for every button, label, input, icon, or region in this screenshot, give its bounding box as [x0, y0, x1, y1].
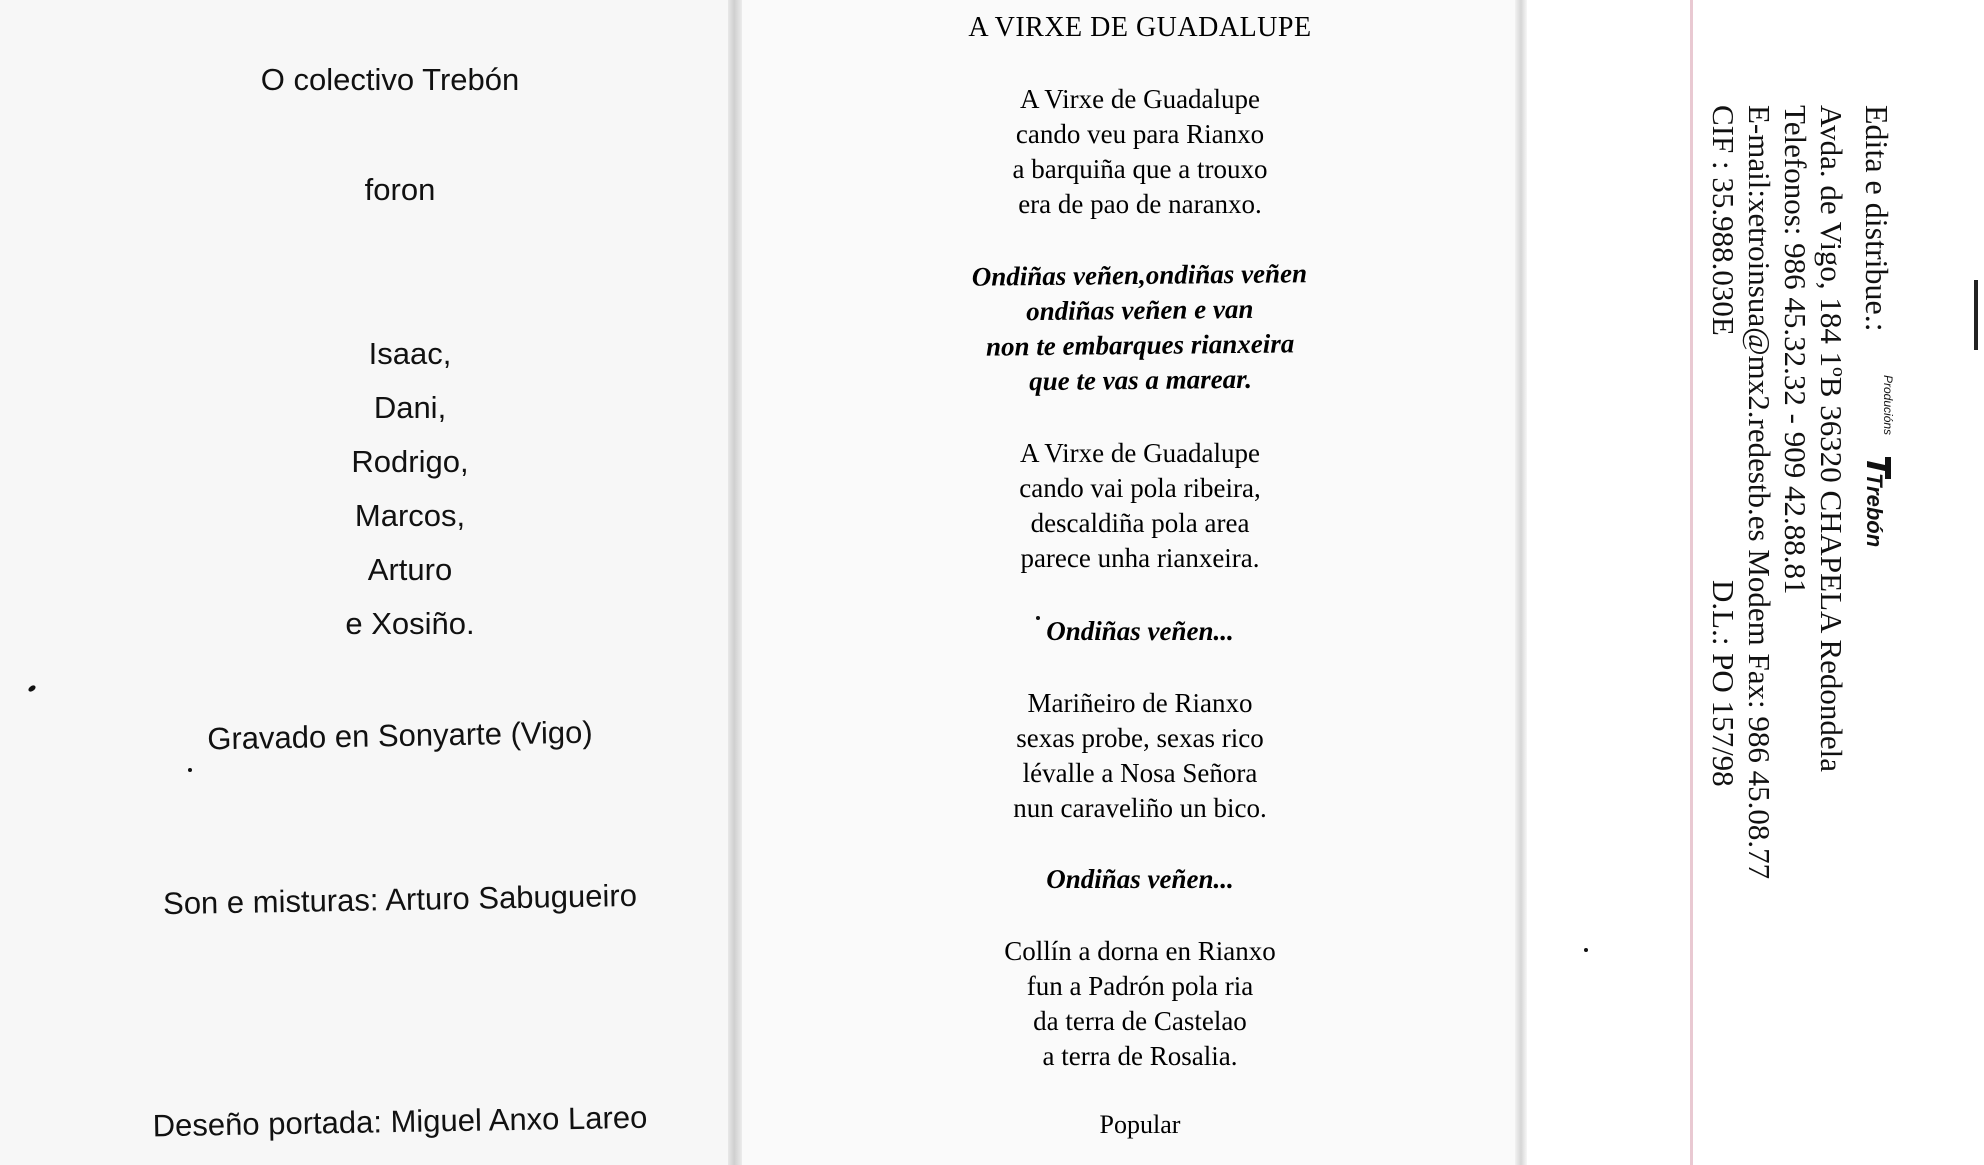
legal-deposit: D.L.: PO 157/98 — [1706, 580, 1741, 787]
publisher-label: Edita e distribue.: — [1859, 105, 1895, 332]
logo-subtext: Producións — [1881, 375, 1895, 436]
edge-mark — [1974, 280, 1978, 350]
lyric-line: cando veu para Rianxo — [1015, 119, 1265, 149]
credits-panel — [0, 0, 735, 1165]
member-name: Dani, — [373, 390, 447, 425]
lyric-line: sexas probe, sexas rico — [1016, 723, 1264, 753]
lyric-line: Collín a dorna en Rianxo — [1004, 936, 1276, 966]
song-credit: Popular — [1099, 1110, 1181, 1139]
lyric-line: a terra de Rosalia. — [1042, 1041, 1238, 1071]
fold-crease — [1690, 0, 1693, 1165]
publisher-phones: Telefonos: 986 45.32.32 - 909 42.88.81 — [1778, 105, 1813, 595]
lyric-line: Ondiñas veñen... — [1046, 616, 1234, 646]
member-name: Arturo — [367, 552, 453, 587]
lyric-line: fun a Padrón pola ria — [1026, 971, 1254, 1001]
logo-name: Trebón — [1862, 473, 1887, 548]
lyric-line: que te vas a marear. — [1029, 363, 1253, 397]
publisher-info — [1695, 105, 1895, 965]
chorus-stanza — [735, 862, 1545, 897]
ink-speck — [1036, 616, 1040, 620]
chorus-stanza — [734, 254, 1545, 402]
member-name: e Xosiño. — [345, 606, 475, 641]
song-title: A VIRXE DE GUADALUPE — [968, 12, 1312, 43]
verse-stanza — [735, 82, 1545, 222]
recording-studio: Gravado en Sonyarte (Vigo) — [206, 714, 593, 757]
ink-speck — [188, 768, 192, 772]
lyric-line: da terra de Castelao — [1033, 1006, 1247, 1036]
lyric-line: era de pao de naranxo. — [1018, 189, 1262, 219]
lyric-line: Ondiñas veñen,ondiñas veñen — [971, 258, 1308, 292]
lyric-line: descaldiña pola area — [1030, 508, 1250, 538]
chorus-stanza — [735, 614, 1545, 649]
ink-speck — [1584, 948, 1588, 952]
lyric-line: cando vai pola ribeira, — [1019, 473, 1261, 503]
lyric-line: nun caraveliño un bico. — [1013, 793, 1267, 823]
lyric-line: A Virxe de Guadalupe — [1019, 84, 1261, 114]
member-name: Isaac, — [368, 336, 452, 371]
lyric-line: a barquiña que a trouxo — [1012, 154, 1268, 184]
member-name: Marcos, — [354, 498, 466, 533]
verse-stanza — [735, 686, 1545, 826]
lyric-line: Ondiñas veñen... — [1046, 864, 1234, 894]
sound-mixing-credit: Son e misturas: Arturo Sabugueiro — [162, 877, 638, 922]
verse-stanza — [735, 436, 1545, 576]
foron-text: foron — [364, 172, 436, 207]
lyric-line: A Virxe de Guadalupe — [1019, 438, 1261, 468]
publisher-cif: CIF : 35.988.030E — [1706, 105, 1741, 336]
lyric-line: non te embarques rianxeira — [985, 328, 1295, 362]
lyric-line: Mariñeiro de Rianxo — [1027, 688, 1253, 718]
trebon-logo — [1845, 375, 1905, 548]
group-heading: O colectivo Trebón — [260, 62, 520, 97]
member-name: Rodrigo, — [351, 444, 469, 479]
lyric-line: lévalle a Nosa Señora — [1022, 758, 1258, 788]
lyric-line: ondiñas veñen e van — [1026, 293, 1254, 327]
publisher-address: Avda. de Vigo, 184 1ºB 36320 CHAPELA Redondela — [1814, 105, 1849, 773]
lyric-line: parece unha rianxeira. — [1020, 543, 1260, 573]
publisher-email: E-mail:xetroinsua@mx2.redestb.es Modem Fax: 986 45.08.77 — [1742, 105, 1777, 880]
verse-stanza — [735, 934, 1545, 1074]
cover-design-credit: Deseño portada: Miguel Anxo Lareo — [152, 1099, 648, 1144]
